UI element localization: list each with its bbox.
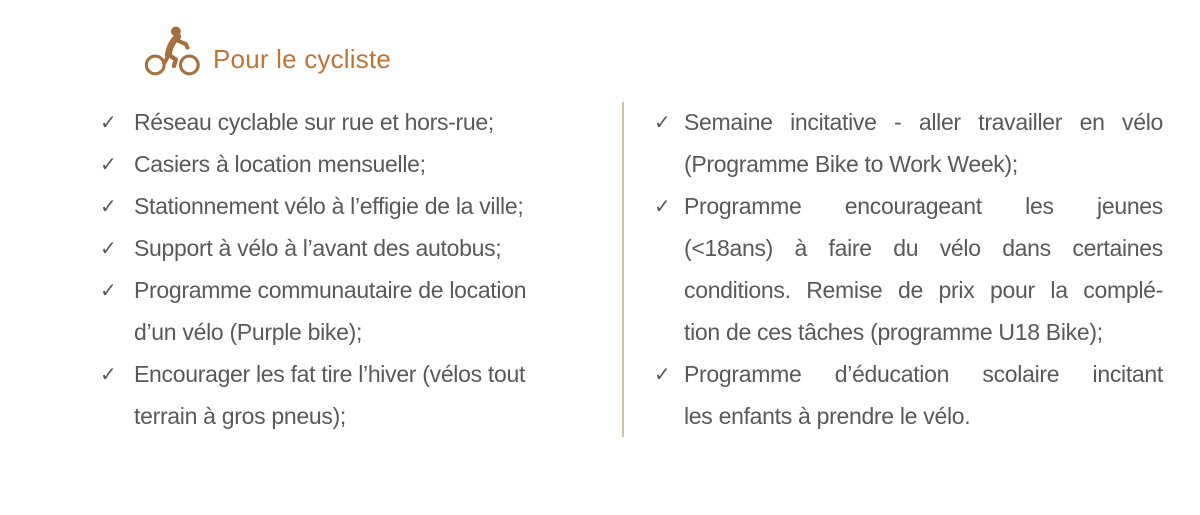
list-item-line: conditions. Remise de prix pour la complé-	[684, 277, 1163, 303]
list-item-line: (<18ans) à faire du vélo dans certaines	[684, 235, 1163, 261]
list-item-line: d’un vélo (Purple bike);	[134, 319, 363, 345]
checkmark-icon: ✓	[100, 152, 117, 176]
list-item-line: Casiers à location mensuelle;	[134, 151, 426, 177]
list-item	[654, 101, 1163, 185]
section-header	[144, 26, 391, 76]
list-item-text	[134, 353, 605, 437]
list-item-line: Programme communautaire de location	[134, 277, 527, 303]
column-divider	[622, 102, 624, 437]
list-item-text	[684, 101, 1163, 185]
list-item-line: les enfants à prendre le vélo.	[684, 403, 971, 429]
checkmark-icon: ✓	[100, 362, 117, 386]
benefits-list-right	[654, 101, 1163, 437]
list-item-text	[134, 227, 605, 269]
list-item-line: terrain à gros pneus);	[134, 403, 347, 429]
list-item	[654, 353, 1163, 437]
cyclist-icon	[144, 26, 202, 76]
list-item-text	[134, 143, 605, 185]
list-item-text	[134, 185, 605, 227]
list-item	[100, 353, 605, 437]
list-item-line: Programme encourageant les jeunes	[684, 193, 1163, 219]
list-item-text	[134, 269, 605, 353]
list-item	[100, 143, 605, 185]
checkmark-icon: ✓	[100, 194, 117, 218]
list-item	[654, 185, 1163, 353]
checkmark-icon: ✓	[100, 110, 117, 134]
list-item-text	[684, 185, 1163, 353]
checkmark-icon: ✓	[654, 362, 671, 386]
checkmark-icon: ✓	[654, 110, 671, 134]
checkmark-icon: ✓	[100, 236, 117, 260]
list-item-line: Encourager les fat tire l’hiver (vélos tout	[134, 361, 526, 387]
checkmark-icon: ✓	[100, 278, 117, 302]
list-item-line: Programme d’éducation scolaire incitant	[684, 361, 1163, 387]
section-title: Pour le cycliste	[213, 44, 392, 75]
list-item	[100, 101, 605, 143]
list-item	[100, 185, 605, 227]
list-item	[100, 269, 605, 353]
list-item-line: Semaine incitative - aller travailler en vélo	[684, 109, 1163, 135]
list-item-text	[684, 353, 1163, 437]
list-item-line: Stationnement vélo à l’effigie de la ville;	[134, 193, 524, 219]
list-item-line: Support à vélo à l’avant des autobus;	[134, 235, 502, 261]
list-item-line: (Programme Bike to Work Week);	[684, 151, 1018, 177]
list-item-text	[134, 101, 605, 143]
list-item-line: Réseau cyclable sur rue et hors-rue;	[134, 109, 494, 135]
benefits-list-left	[100, 101, 605, 437]
list-item-line: tion de ces tâches (programme U18 Bike);	[684, 319, 1103, 345]
list-item	[100, 227, 605, 269]
checkmark-icon: ✓	[654, 194, 671, 218]
